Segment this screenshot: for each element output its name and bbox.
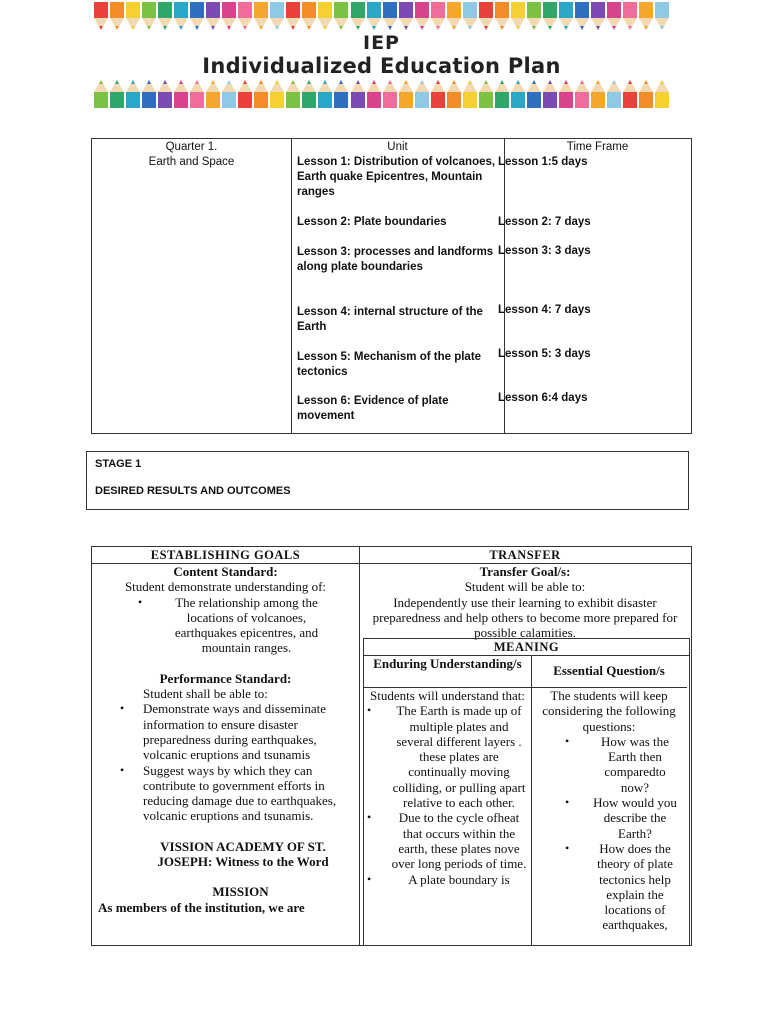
meaning-table: [363, 638, 690, 946]
time-header: Time Frame: [566, 141, 629, 153]
pencil-icon: [173, 78, 189, 108]
lesson-plan-table: [91, 138, 692, 434]
pencil-icon: [446, 2, 462, 32]
pencil-icon: [462, 2, 478, 32]
pencil-icon: [526, 2, 542, 32]
vision-title: VISSION ACADEMY OF ST. JOSEPH: Witness to the Word: [157, 838, 329, 870]
content-standard-item: • The relationship among the locations of volcanoes, earthquakes epicentres, and mountain ranges.: [156, 595, 335, 656]
time-column: [492, 139, 703, 434]
iep-banner: [93, 2, 670, 108]
eu-item: • The Earth is made up of multiple plates and several different layers . these plates are continually moving colliding, or pulling apart relative to each other.: [391, 703, 527, 810]
lesson-unit: Lesson 3: processes and landforms along plate boundaries: [297, 246, 494, 273]
mission-text: As members of the institution, we are: [98, 899, 305, 915]
establishing-goals-column: [92, 547, 360, 945]
stage-box: [86, 451, 689, 510]
pencil-icon: [317, 78, 333, 108]
transfer-goal-intro: Student will be able to:: [464, 579, 586, 595]
banner-title: IEP: [363, 32, 400, 54]
pencil-icon: [414, 2, 430, 32]
content-standard-label: Content Standard:: [173, 564, 278, 579]
meaning-header: MEANING: [364, 639, 689, 656]
pencil-icon: [109, 78, 125, 108]
establishing-goals-header: ESTABLISHING GOALS: [92, 547, 359, 564]
pencil-icon: [350, 78, 366, 108]
mission-label: MISSION: [212, 884, 269, 900]
pencil-icon: [398, 2, 414, 32]
pencil-icon: [446, 78, 462, 108]
pencil-icon: [253, 2, 269, 32]
pencil-icon: [622, 2, 638, 32]
pencil-icon: [382, 2, 398, 32]
pencil-icon: [638, 78, 654, 108]
eq-intro: The students will keep considering the following questions:: [542, 688, 676, 734]
eu-intro: Students will understand that:: [370, 688, 525, 703]
unit-header: Unit: [387, 141, 408, 153]
lesson-time: Lesson 2: 7 days: [498, 216, 591, 228]
pencil-icon: [606, 2, 622, 32]
transfer-column: [359, 547, 691, 945]
pencil-icon: [221, 78, 237, 108]
pencil-icon: [462, 78, 478, 108]
pencil-icon: [269, 2, 285, 32]
pencil-icon: [157, 2, 173, 32]
eu-item: • A plate boundary is: [391, 872, 527, 887]
pencil-icon: [333, 2, 349, 32]
pencil-icon: [638, 2, 654, 32]
pencil-icon: [590, 2, 606, 32]
pencil-icon: [253, 78, 269, 108]
pencil-icon: [542, 2, 558, 32]
performance-standard-intro: Student shall be able to:: [143, 686, 268, 702]
pencil-icon: [430, 2, 446, 32]
essential-question-header: Essential Question/s: [531, 656, 687, 688]
banner-subtitle: Individualized Education Plan: [202, 54, 561, 78]
quarter-label: Quarter 1.: [165, 141, 218, 153]
lesson-unit: Lesson 2: Plate boundaries: [297, 216, 447, 228]
performance-item: • Demonstrate ways and disseminate information to ensure disaster preparedness during earthquakes, volcanic eruptions and tsunamis: [143, 701, 351, 762]
pencil-icon: [285, 2, 301, 32]
pencil-icon: [189, 78, 205, 108]
unit-column: [291, 139, 505, 434]
pencil-icon: [526, 78, 542, 108]
topic-label: Earth and Space: [148, 156, 235, 168]
transfer-goal-label: Transfer Goal/s:: [479, 564, 571, 579]
pencil-icon: [221, 2, 237, 32]
goals-transfer-table: [91, 546, 692, 946]
eq-item: • How was the Earth then comparedto now?: [589, 734, 681, 795]
transfer-header: TRANSFER: [359, 547, 691, 564]
pencil-icon: [317, 2, 333, 32]
pencil-icon: [350, 2, 366, 32]
pencil-icon: [269, 78, 285, 108]
pencil-icon: [622, 78, 638, 108]
pencil-icon: [590, 78, 606, 108]
pencil-icon: [141, 78, 157, 108]
pencil-icon: [93, 78, 109, 108]
pencil-icon: [366, 78, 382, 108]
lesson-time: Lesson 1:5 days: [498, 156, 588, 168]
lesson-unit: Lesson 6: Evidence of plate movement: [297, 395, 449, 422]
pencil-icon: [382, 78, 398, 108]
pencil-icon: [414, 78, 430, 108]
pencil-icon: [301, 78, 317, 108]
pencil-icon: [478, 2, 494, 32]
pencil-icon: [510, 2, 526, 32]
stage-label: STAGE 1: [95, 458, 142, 470]
pencil-icon: [205, 78, 221, 108]
performance-standard-label: Performance Standard:: [159, 670, 292, 686]
stage-title: DESIRED RESULTS AND OUTCOMES: [95, 485, 291, 497]
lesson-time: Lesson 6:4 days: [498, 392, 588, 404]
pencil-icon: [654, 2, 670, 32]
pencil-icon: [173, 2, 189, 32]
pencil-icon: [125, 2, 141, 32]
pencil-icon: [398, 78, 414, 108]
pencil-icon: [494, 2, 510, 32]
lesson-time: Lesson 3: 3 days: [498, 245, 591, 257]
pencil-icon: [301, 2, 317, 32]
pencil-icon: [125, 78, 141, 108]
pencil-icon: [157, 78, 173, 108]
pencil-icon: [558, 2, 574, 32]
pencil-icon: [574, 2, 590, 32]
pencil-icon: [510, 78, 526, 108]
pencil-icon: [606, 78, 622, 108]
enduring-understanding-header: Enduring Understanding/s: [364, 656, 531, 688]
pencil-icon: [141, 2, 157, 32]
quarter-column: [92, 139, 292, 434]
performance-item: • Suggest ways by which they can contribute to government efforts in reducing damage due to earthquakes, volcanic eruptions and tsunamis.: [143, 763, 351, 824]
pencil-icon: [333, 78, 349, 108]
lesson-unit: Lesson 5: Mechanism of the plate tectonics: [297, 351, 482, 378]
essential-question-column: [531, 656, 687, 946]
pencil-icon: [189, 2, 205, 32]
pencil-border-bottom: [93, 78, 670, 108]
pencil-icon: [237, 2, 253, 32]
pencil-icon: [558, 78, 574, 108]
transfer-goal-text: Independently use their learning to exhibit disaster preparedness and help others to become more prepared for possible calamities.: [372, 594, 678, 641]
content-standard-intro: Student demonstrate understanding of:: [124, 579, 327, 595]
pencil-icon: [574, 78, 590, 108]
pencil-icon: [205, 2, 221, 32]
pencil-icon: [494, 78, 510, 108]
pencil-border-top: [93, 2, 670, 32]
pencil-icon: [237, 78, 253, 108]
eq-item: • How would you describe the Earth?: [589, 795, 681, 841]
pencil-icon: [542, 78, 558, 108]
pencil-icon: [285, 78, 301, 108]
pencil-icon: [430, 78, 446, 108]
eu-item: • Due to the cycle ofheat that occurs within the earth, these plates nove over long periods of time.: [391, 810, 527, 871]
eq-item: • How does the theory of plate tectonics help explain the locations of earthquakes,: [589, 841, 681, 933]
lesson-time: Lesson 5: 3 days: [498, 348, 591, 360]
lesson-time: Lesson 4: 7 days: [498, 304, 591, 316]
pencil-icon: [654, 78, 670, 108]
pencil-icon: [478, 78, 494, 108]
lesson-unit: Lesson 4: internal structure of the Earth: [297, 306, 483, 333]
enduring-understanding-column: [364, 656, 532, 946]
lesson-unit: Lesson 1: Distribution of volcanoes, Earth quake Epicentres, Mountain ranges: [297, 156, 496, 198]
pencil-icon: [366, 2, 382, 32]
pencil-icon: [93, 2, 109, 32]
pencil-icon: [109, 2, 125, 32]
